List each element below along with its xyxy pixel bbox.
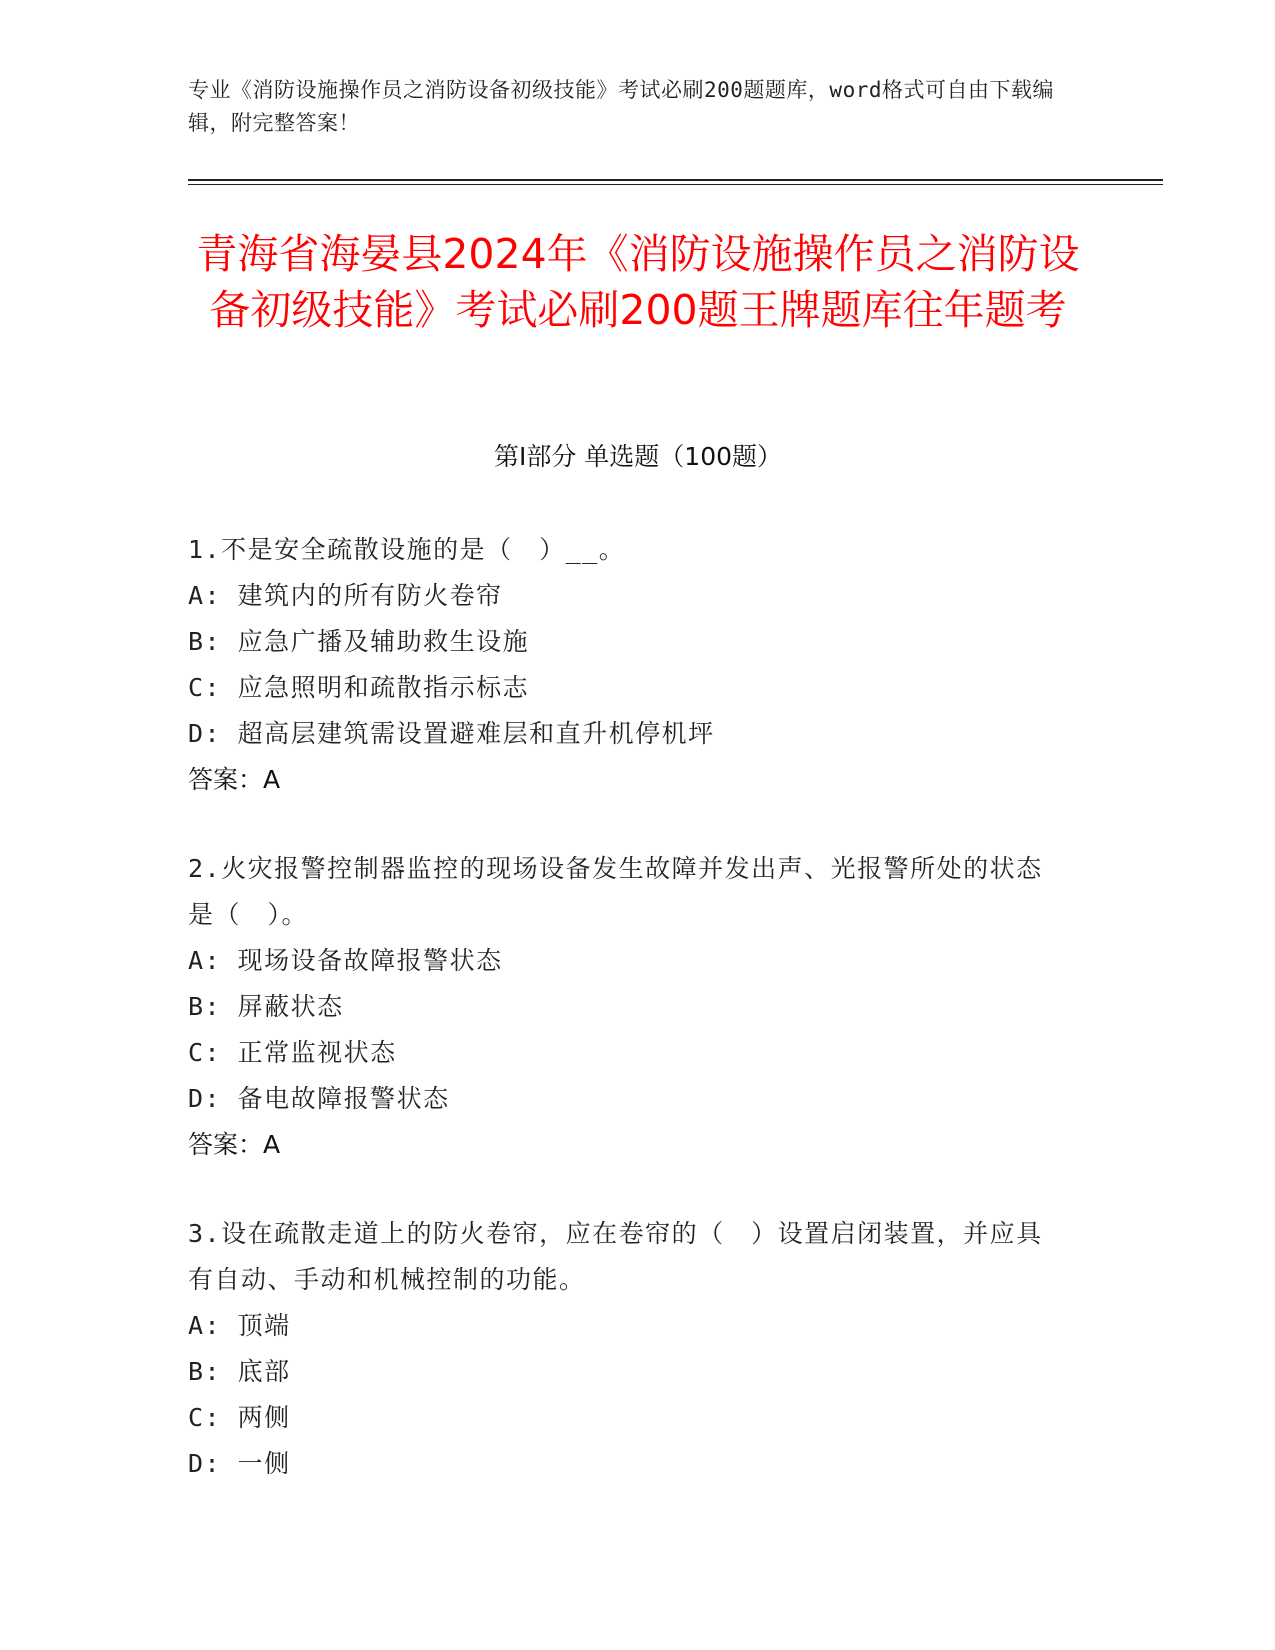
option-b: B: 屏蔽状态 <box>188 992 344 1021</box>
option-a: A: 现场设备故障报警状态 <box>188 946 503 975</box>
option-d: D: 备电故障报警状态 <box>188 1084 450 1113</box>
header-divider-thick <box>188 179 1163 181</box>
section-heading: 第I部分 单选题（100题） <box>493 442 783 471</box>
answer-line: 答案：A <box>188 1130 281 1159</box>
question-3 <box>188 1211 1068 1487</box>
option-c: C: 应急照明和疏散指示标志 <box>188 673 530 702</box>
answer-line: 答案：A <box>188 765 281 794</box>
option-a: A: 建筑内的所有防火卷帘 <box>188 581 503 610</box>
question-2 <box>188 846 1068 1168</box>
question-stem: 3.设在疏散走道上的防火卷帘，应在卷帘的（ ）设置启闭装置，并应具有自动、手动和机械控制的功能。 <box>188 1219 1043 1294</box>
option-a: A: 顶端 <box>188 1311 291 1340</box>
option-d: D: 一侧 <box>188 1449 291 1478</box>
option-c: C: 两侧 <box>188 1403 291 1432</box>
question-stem: 2.火灾报警控制器监控的现场设备发生故障并发出声、光报警所处的状态是（ ）。 <box>188 854 1043 929</box>
question-1 <box>188 527 1068 803</box>
header-divider-thin <box>188 184 1163 185</box>
option-d: D: 超高层建筑需设置避难层和直升机停机坪 <box>188 719 715 748</box>
question-stem: 1.不是安全疏散设施的是（ ）__。 <box>188 535 626 564</box>
document-title: 青海省海晏县2024年《消防设施操作员之消防设备初级技能》考试必刷200题王牌题库往年题考 <box>196 230 1080 334</box>
option-b: B: 应急广播及辅助救生设施 <box>188 627 530 656</box>
option-c: C: 正常监视状态 <box>188 1038 397 1067</box>
question-list <box>188 527 1068 1530</box>
option-b: B: 底部 <box>188 1357 291 1386</box>
header-note: 专业《消防设施操作员之消防设备初级技能》考试必刷200题题库，word格式可自由下载编辑，附完整答案！ <box>188 78 1054 135</box>
